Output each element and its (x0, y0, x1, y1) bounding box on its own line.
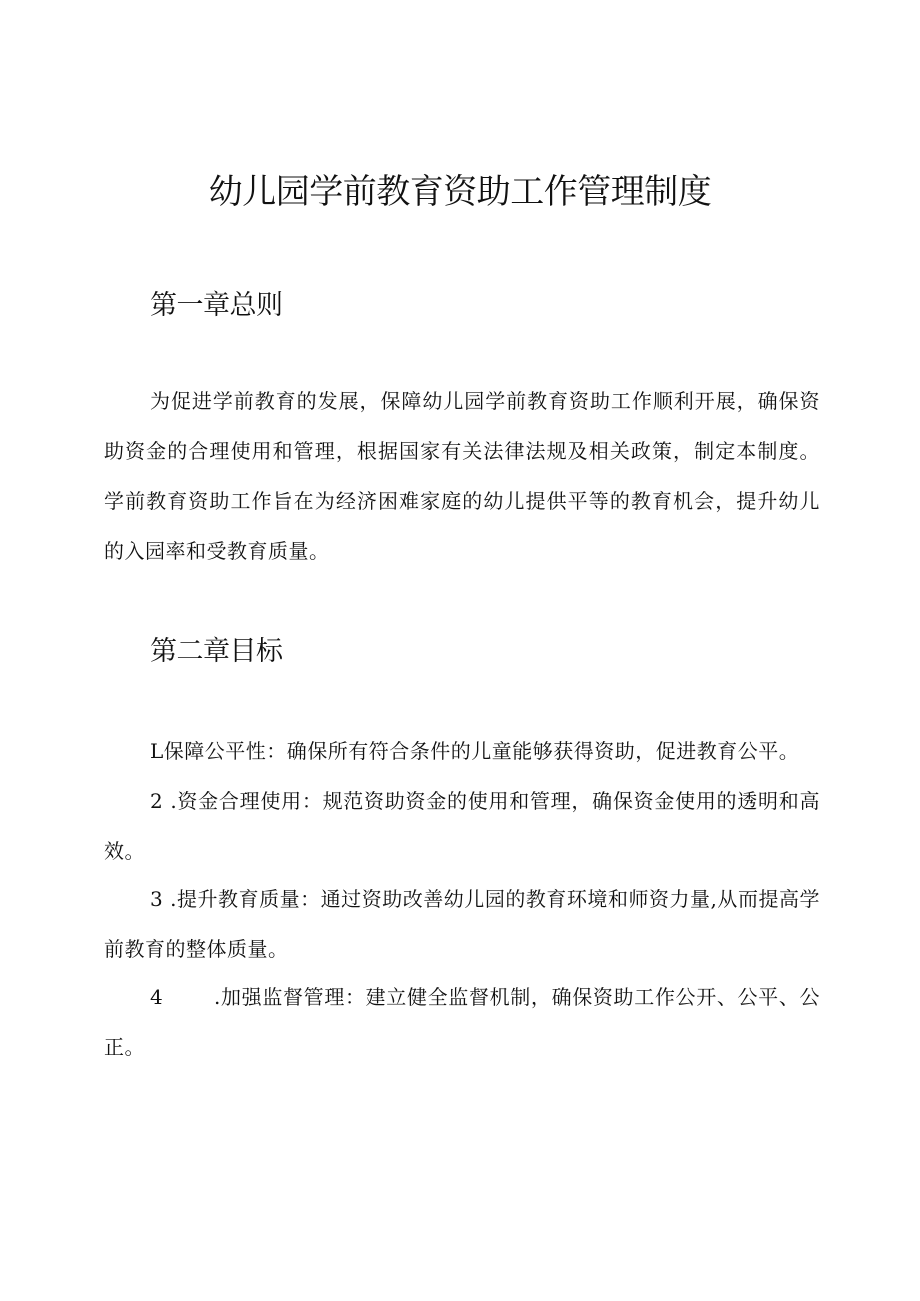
chapter-1-paragraph: 为促进学前教育的发展，保障幼儿园学前教育资助工作顺利开展，确保资助资金的合理使用和管理，根据国家有关法律法规及相关政策，制定本制度。学前教育资助工作旨在为经济困难家庭的幼儿提供平等的教育机会，提升幼儿的入园率和受教育质量。 (104, 389, 820, 563)
goal-item-3 (104, 874, 820, 974)
goal-separator: . (214, 985, 221, 1009)
document-title: 幼儿园学前教育资助工作管理制度 (208, 172, 712, 212)
chapter-2-heading: 第二章目标 (150, 636, 283, 667)
goal-number: 4 (150, 985, 164, 1009)
goal-number: L (150, 739, 164, 763)
goal-text: 加强监督管理：建立健全监督机制，确保资助工作公开、公平、公正。 (104, 985, 820, 1059)
goal-number: 3 (150, 887, 164, 911)
goal-item-4 (104, 972, 820, 1072)
goal-item-2 (104, 776, 820, 876)
goal-separator: . (163, 887, 177, 911)
goal-number: 2 (150, 789, 164, 813)
goal-text: 提升教育质量：通过资助改善幼儿园的教育环境和师资力量,从而提高学前教育的整体质量。 (104, 887, 821, 961)
goal-separator: . (163, 789, 178, 813)
goal-text: 保障公平性：确保所有符合条件的儿童能够获得资助，促进教育公平。 (163, 739, 800, 763)
goal-item-1 (104, 726, 820, 776)
goal-text: 资金合理使用：规范资助资金的使用和管理，确保资金使用的透明和高效。 (104, 789, 820, 863)
chapter-1-heading: 第一章总则 (150, 290, 283, 321)
